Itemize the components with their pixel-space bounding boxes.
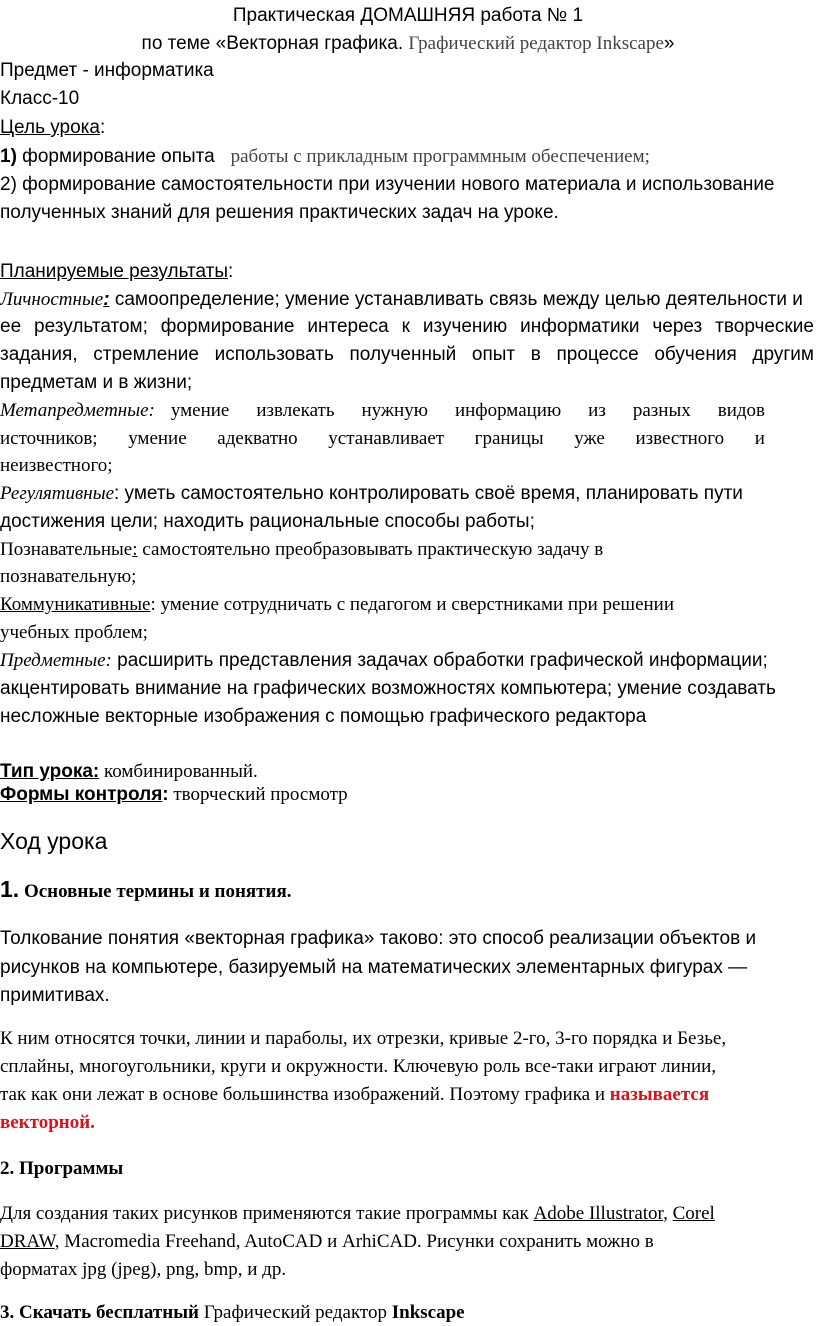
course-heading: Ход урока bbox=[0, 828, 108, 854]
para2-line-3: так как они лежат в основе большинства изображений. Поэтому графика и называется bbox=[0, 1084, 710, 1105]
subj-line-1: Предметные: расширить представления задачах обработки графической информации; bbox=[0, 650, 768, 671]
comm-line-2: учебных проблем; bbox=[0, 622, 148, 643]
subj-line-3: несложные векторные изображения с помощью графического редактора bbox=[0, 706, 647, 727]
personal-line-3: задания, стремление использовать полученный опыт в процессе обучения другим bbox=[0, 344, 814, 365]
personal-line-4: предметам и в жизни; bbox=[0, 372, 193, 393]
grade-line: Класс-10 bbox=[0, 88, 80, 109]
reg-line-1: Регулятивные: уметь самостоятельно контролировать своё время, планировать пути bbox=[0, 483, 743, 504]
comm-line-1: Коммуникативные: умение сотрудничать с педагогом и сверстниками при решении bbox=[0, 594, 675, 615]
results-heading: Планируемые результаты: bbox=[0, 261, 234, 282]
lesson-type-line: Тип урока: комбинированный. bbox=[0, 761, 258, 782]
para3-line-2: DRAW, Macromedia Freehand, AutoCAD и ArhiCAD. Рисунки сохранить можно в bbox=[0, 1231, 654, 1252]
control-line: Формы контроля: творческий просмотр bbox=[0, 784, 348, 805]
section-1-heading: 1. Основные термины и понятия. bbox=[0, 876, 292, 902]
subject-line: Предмет - информатика bbox=[0, 60, 214, 81]
meta-line-2: источников; умение адекватно устанавливает границы уже известного и bbox=[0, 428, 765, 449]
meta-line-3: неизвестного; bbox=[0, 455, 113, 476]
goal-item-1: 1) формирование опыта работы с прикладным программным обеспечением; bbox=[0, 146, 650, 167]
para2-line-2: сплайны, многоугольники, круги и окружности. Ключевую роль все-таки играют линии, bbox=[0, 1056, 717, 1077]
para1-line-3: примитивах. bbox=[0, 985, 110, 1006]
para2-line-4: векторной. bbox=[0, 1112, 95, 1133]
goal-heading: Цель урока: bbox=[0, 117, 106, 138]
para2-line-1: К ним относятся точки, линии и параболы, их отрезки, кривые 2-го, 3-го порядка и Безье, bbox=[0, 1028, 727, 1049]
reg-line-2: достижения цели; находить рациональные способы работы; bbox=[0, 511, 535, 532]
personal-line-2: ее результатом; формирование интереса к изучению информатики через творческие bbox=[0, 316, 814, 337]
para1-line-2: рисунков на компьютере, базируемый на математических элементарных фигурах — bbox=[0, 957, 748, 978]
goal-item-2-line-1: 2) формирование самостоятельности при изучении нового материала и использование bbox=[0, 174, 775, 195]
personal-line-1: Личностные: самоопределение; умение устанавливать связь между целью деятельности и bbox=[0, 289, 803, 310]
section-3-heading: 3. Скачать бесплатный Графический редактор Inkscape bbox=[0, 1302, 465, 1323]
corel-draw-link-part-1[interactable]: Corel bbox=[672, 1203, 715, 1224]
meta-line-1-words: умение извлекать нужную информацию из разных видов bbox=[170, 400, 765, 421]
title-line-2: по теме «Векторная графика. Графический редактор Inkscape» bbox=[141, 33, 675, 54]
cog-line-2: познавательную; bbox=[0, 566, 137, 587]
cog-line-1: Познавательные: самостоятельно преобразовывать практическую задачу в bbox=[0, 539, 604, 560]
goal-item-2-line-2: полученных знаний для решения практических задач на уроке. bbox=[0, 202, 559, 223]
para3-line-3: форматах jpg (jpeg), png, bmp, и др. bbox=[0, 1259, 287, 1280]
para3-line-1: Для создания таких рисунков применяются такие программы как Adobe Illustrator, Corel bbox=[0, 1203, 715, 1224]
adobe-illustrator-link[interactable]: Adobe Illustrator bbox=[533, 1203, 664, 1224]
section-2-heading: 2. Программы bbox=[0, 1158, 124, 1179]
para1-line-1: Толкование понятия «векторная графика» таково: это способ реализации объектов и bbox=[0, 928, 757, 949]
corel-draw-link-part-2[interactable]: DRAW bbox=[0, 1231, 55, 1252]
subj-line-2: акцентировать внимание на графических возможностях компьютера; умение создавать bbox=[0, 678, 776, 699]
title-line-1: Практическая ДОМАШНЯЯ работа № 1 bbox=[232, 5, 584, 26]
meta-line-1: Метапредметные: умение извлекать нужную информацию из разных видов bbox=[0, 397, 765, 424]
